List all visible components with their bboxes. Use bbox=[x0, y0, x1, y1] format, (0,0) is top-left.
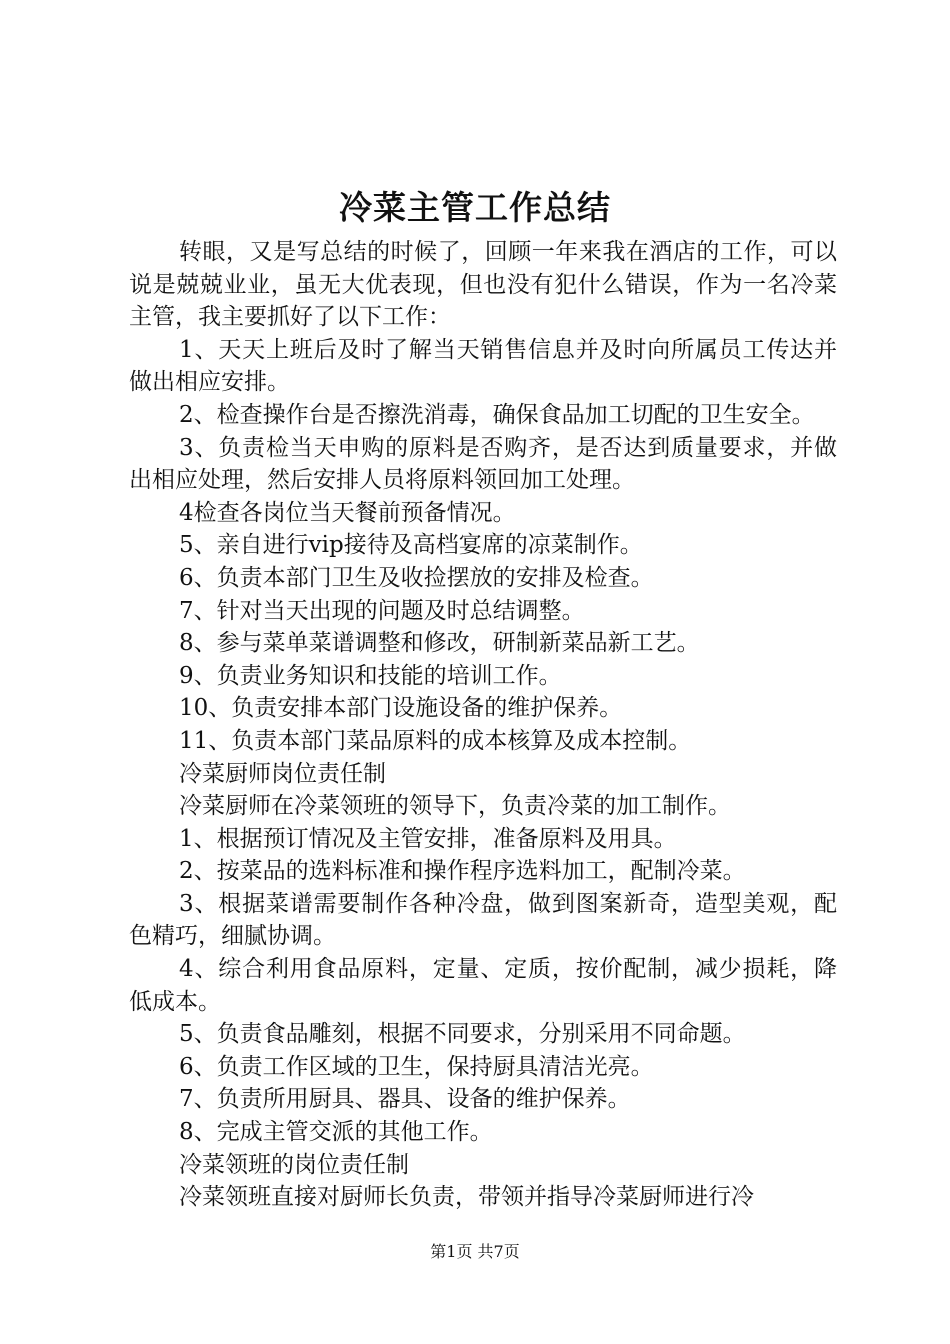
paragraph: 6、负责本部门卫生及收捡摆放的安排及检查。 bbox=[179, 564, 654, 591]
section-heading: 冷菜厨师岗位责任制 bbox=[179, 760, 386, 787]
paragraph: 7、针对当天出现的问题及时总结调整。 bbox=[179, 597, 585, 624]
paragraph: 10、负责安排本部门设施设备的维护保养。 bbox=[179, 695, 623, 722]
paragraph: 8、完成主管交派的其他工作。 bbox=[179, 1119, 493, 1146]
paragraph: 转眼，又是写总结的时候了，回顾一年来我在酒店的工作，可以说是兢兢业业，虽无大优表现，但也没有犯什么错误，作为一名冷菜主管，我主要抓好了以下工作： bbox=[129, 239, 837, 331]
section-heading: 冷菜领班的岗位责任制 bbox=[179, 1151, 409, 1178]
paragraph: 3、负责检当天申购的原料是否购齐，是否达到质量要求，并做出相应处理，然后安排人员将原料领回加工处理。 bbox=[129, 434, 837, 494]
paragraph: 冷菜领班直接对厨师长负责，带领并指导冷菜厨师进行冷 bbox=[179, 1184, 754, 1211]
paragraph: 9、负责业务知识和技能的培训工作。 bbox=[179, 662, 562, 689]
paragraph: 8、参与菜单菜谱调整和修改，研制新菜品新工艺。 bbox=[179, 630, 700, 657]
document-body bbox=[129, 236, 837, 1214]
paragraph: 2、检查操作台是否擦洗消毒，确保食品加工切配的卫生安全。 bbox=[179, 401, 815, 428]
paragraph: 7、负责所用厨具、器具、设备的维护保养。 bbox=[179, 1086, 631, 1113]
paragraph: 4检查各岗位当天餐前预备情况。 bbox=[179, 499, 516, 526]
document-title: 冷菜主管工作总结 bbox=[339, 188, 611, 227]
paragraph: 5、负责食品雕刻，根据不同要求，分别采用不同命题。 bbox=[179, 1021, 746, 1048]
page-footer: 第1页 共7页 bbox=[430, 1242, 520, 1261]
paragraph: 3、根据菜谱需要制作各种冷盘，做到图案新奇，造型美观，配色精巧，细腻协调。 bbox=[129, 890, 837, 950]
paragraph: 4、综合利用食品原料，定量、定质，按价配制，减少损耗，降低成本。 bbox=[129, 956, 837, 1015]
paragraph: 11、负责本部门菜品原料的成本核算及成本控制。 bbox=[179, 727, 692, 754]
paragraph: 6、负责工作区域的卫生，保持厨具清洁光亮。 bbox=[179, 1053, 654, 1080]
paragraph: 5、亲自进行vip接待及高档宴席的凉菜制作。 bbox=[179, 532, 643, 559]
paragraph: 1、天天上班后及时了解当天销售信息并及时向所属员工传达并做出相应安排。 bbox=[129, 336, 837, 396]
paragraph: 1、根据预订情况及主管安排，准备原料及用具。 bbox=[179, 825, 677, 852]
paragraph: 2、按菜品的选料标准和操作程序选料加工，配制冷菜。 bbox=[179, 858, 746, 885]
paragraph: 冷菜厨师在冷菜领班的领导下，负责冷菜的加工制作。 bbox=[179, 793, 731, 820]
